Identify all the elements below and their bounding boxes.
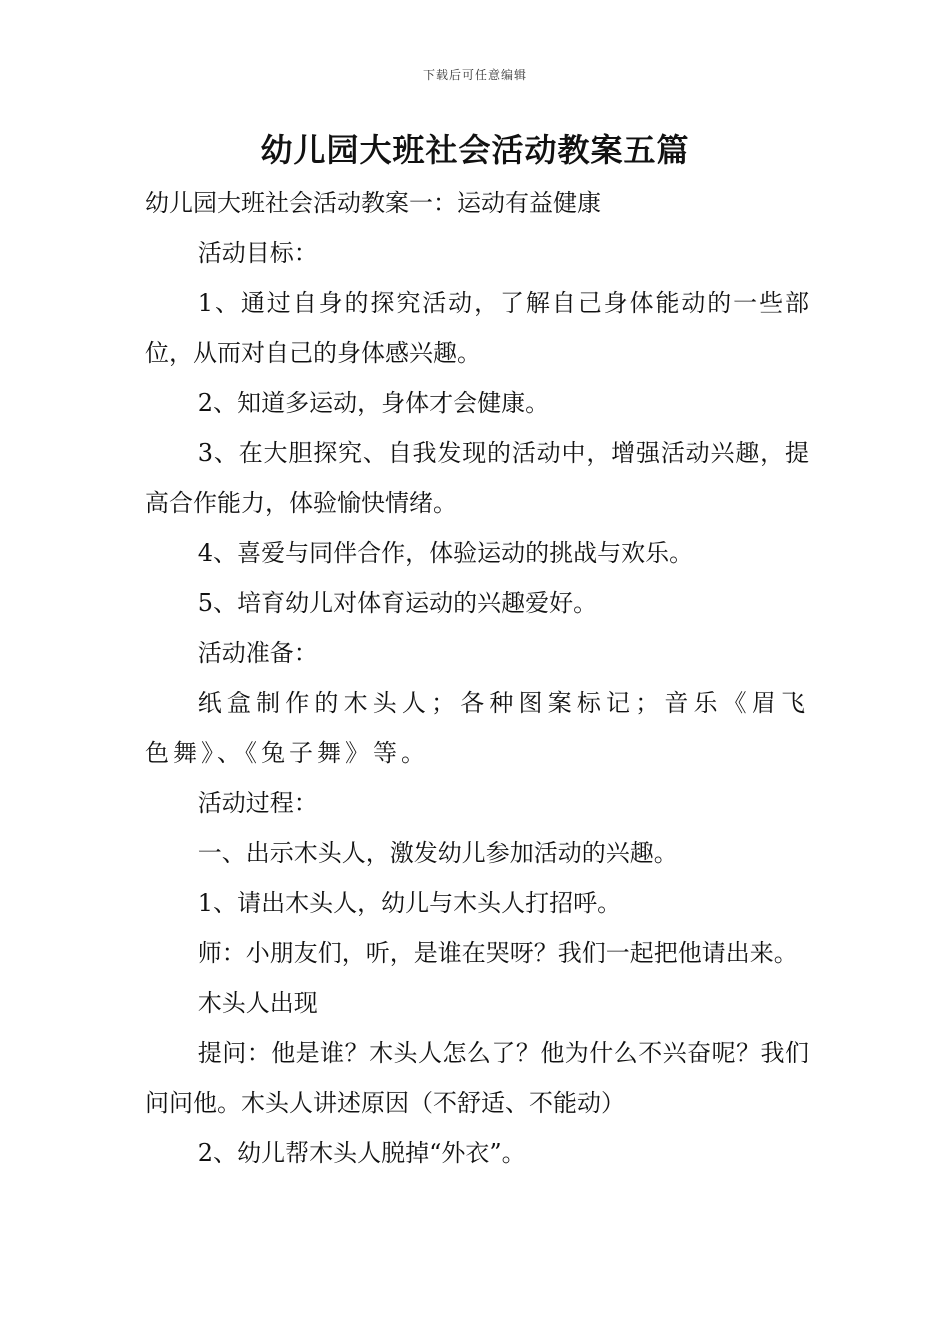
- objective-item: 5、培育幼儿对体育运动的兴趣爱好。: [197, 589, 598, 617]
- objective-item: 1、通过自身的探究活动，了解自己身体能动的一些部位，从而对自己的身体感兴趣。: [145, 289, 809, 367]
- section-heading: 幼儿园大班社会活动教案一：运动有益健康: [145, 189, 601, 217]
- preparation-heading: 活动准备：: [197, 639, 318, 667]
- process-step: 2、幼儿帮木头人脱掉“外衣”。: [197, 1139, 526, 1167]
- process-note: 木头人出现: [197, 989, 318, 1017]
- page-header-note: 下载后可任意编辑: [422, 68, 527, 82]
- teacher-dialogue: 师：小朋友们，听，是谁在哭呀？我们一起把他请出来。: [197, 939, 798, 967]
- question-text: 提问：他是谁？木头人怎么了？他为什么不兴奋呢？我们问问他。木头人讲述原因（不舒适、不能动）: [145, 1039, 809, 1117]
- process-heading: 活动过程：: [197, 789, 318, 817]
- objective-item: 3、在大胆探究、自我发现的活动中，增强活动兴趣，提高合作能力，体验愉快情绪。: [145, 439, 809, 517]
- document-body: [145, 178, 809, 1178]
- objectives-heading: 活动目标：: [197, 239, 318, 267]
- process-step: 一、出示木头人，激发幼儿参加活动的兴趣。: [197, 839, 678, 867]
- objective-item: 4、喜爱与同伴合作，体验运动的挑战与欢乐。: [197, 539, 694, 567]
- preparation-text: 纸盒制作的木头人；各种图案标记；音乐《眉飞色舞》、《兔子舞》等。: [145, 689, 809, 767]
- document-title: 幼儿园大班社会活动教案五篇: [260, 131, 690, 169]
- objective-item: 2、知道多运动，身体才会健康。: [197, 389, 550, 417]
- process-step: 1、请出木头人，幼儿与木头人打招呼。: [197, 889, 622, 917]
